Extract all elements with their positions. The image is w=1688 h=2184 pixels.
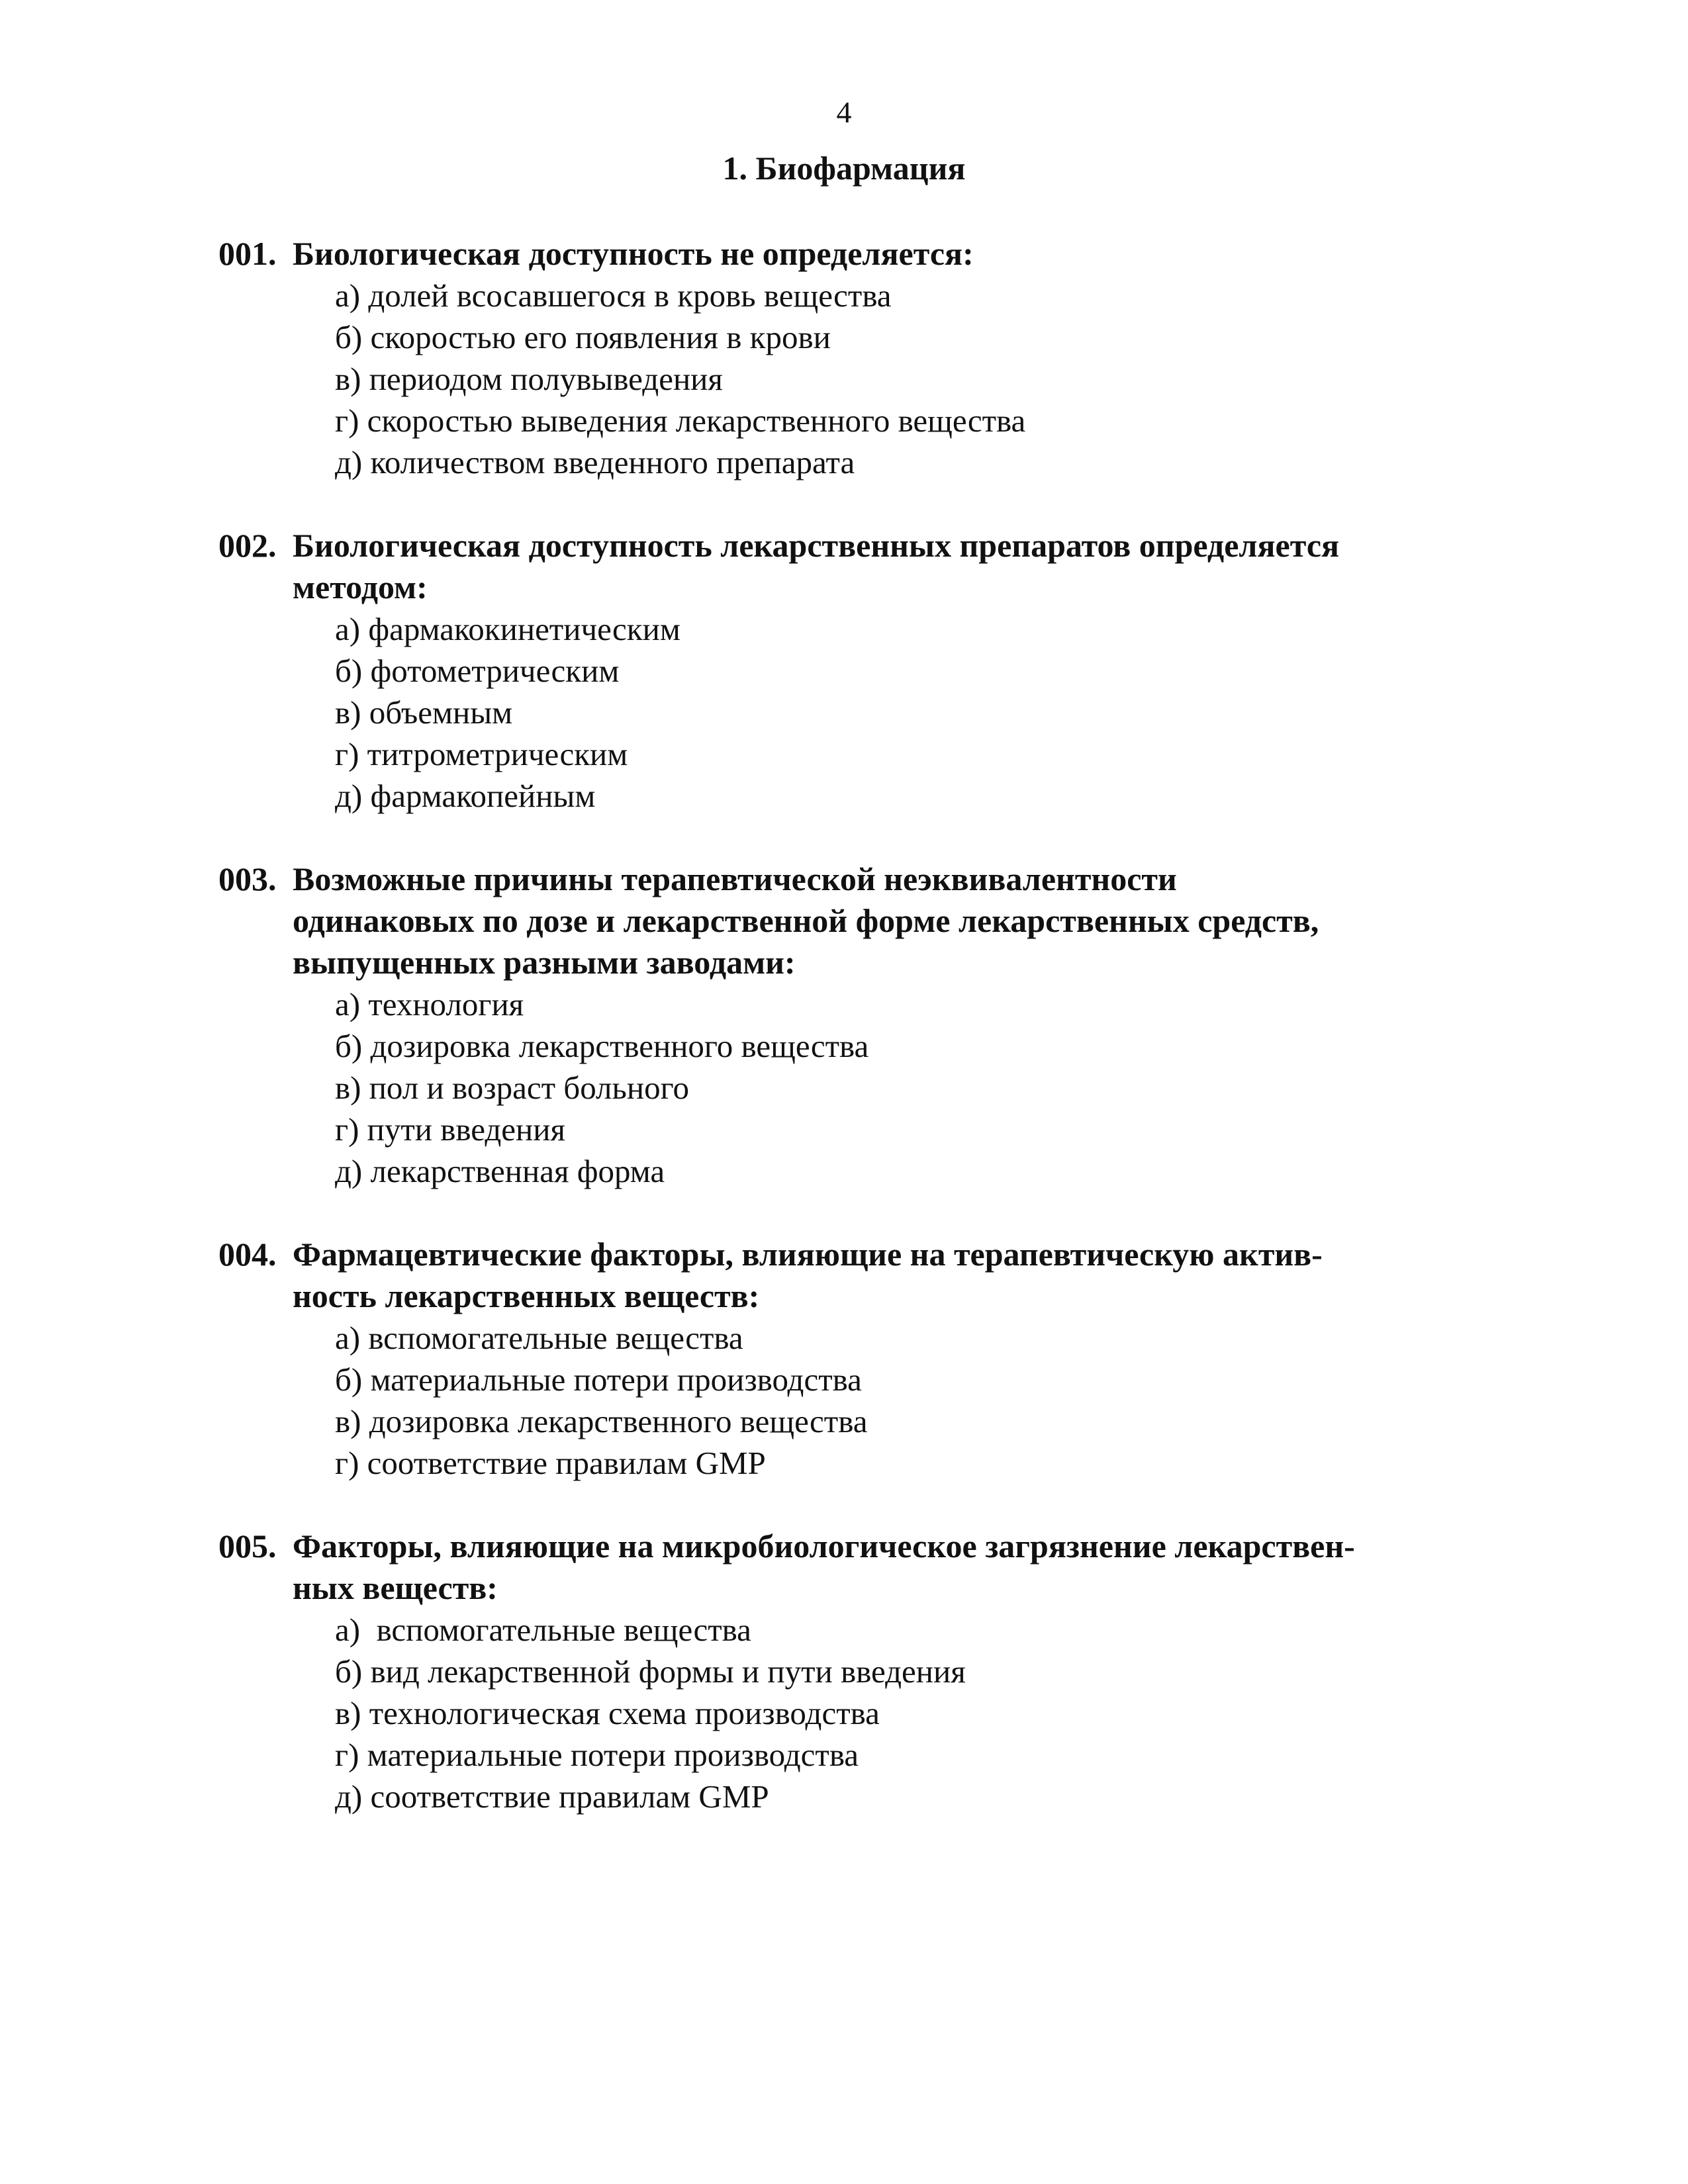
section-title: 1. Биофармация: [722, 150, 966, 187]
answer-option: г) скоростью выведения лекарственного вещества: [335, 402, 1026, 439]
answer-option: д) фармакопейным: [335, 778, 596, 814]
question-number: 001.: [218, 235, 277, 272]
question-text-line: одинаковых по дозе и лекарственной форме лекарственных средств,: [293, 902, 1319, 939]
answer-options: [218, 1317, 1516, 1484]
answer-option: а) технология: [335, 986, 524, 1023]
question-001: [218, 233, 1516, 483]
question-text-line: Возможные причины терапевтической неэквивалентности: [293, 860, 1177, 897]
question-text-line: Биологическая доступность лекарственных препаратов определяется: [293, 527, 1340, 564]
answer-option: д) лекарственная форма: [335, 1153, 665, 1189]
answer-option: г) пути введения: [335, 1111, 566, 1148]
answer-option: в) технологическая схема производства: [335, 1695, 880, 1731]
question-text-line: ность лекарственных веществ:: [293, 1277, 760, 1314]
question-header: [218, 1234, 1516, 1317]
answer-option: в) дозировка лекарственного вещества: [335, 1403, 868, 1439]
answer-option: б) фотометрическим: [335, 653, 620, 689]
question-text-line: Биологическая доступность не определяется:: [293, 235, 974, 272]
question-number: 002.: [218, 527, 277, 564]
answer-option: а) вспомогательные вещества: [335, 1320, 743, 1356]
question-header: [218, 233, 1516, 275]
answer-option: г) соответствие правилам GMP: [335, 1445, 766, 1481]
answer-option: б) материальные потери производства: [335, 1361, 862, 1398]
question-text: [293, 1525, 1516, 1609]
question-text: [293, 858, 1516, 983]
answer-options: [218, 983, 1516, 1192]
page-number: 4: [836, 95, 852, 129]
question-number: 004.: [218, 1236, 277, 1273]
question-text: [293, 233, 1516, 275]
answer-option: в) периодом полувыведения: [335, 361, 723, 397]
answer-option: а) вспомогательные вещества: [335, 1612, 751, 1648]
question-text: [293, 525, 1516, 608]
question-text-line: Фармацевтические факторы, влияющие на терапевтическую актив-: [293, 1236, 1323, 1273]
answer-option: д) соответствие правилам GMP: [335, 1778, 769, 1815]
question-number: 005.: [218, 1527, 277, 1565]
answer-option: б) вид лекарственной формы и пути введения: [335, 1653, 966, 1690]
answer-option: г) титрометрическим: [335, 736, 628, 772]
question-header: [218, 525, 1516, 608]
question-text-line: методом:: [293, 569, 428, 606]
question-list: [218, 233, 1516, 1859]
answer-option: г) материальные потери производства: [335, 1737, 859, 1773]
answer-options: [218, 1609, 1516, 1817]
question-header: [218, 858, 1516, 983]
question-text-line: выпущенных разными заводами:: [293, 944, 796, 981]
answer-option: б) дозировка лекарственного вещества: [335, 1028, 869, 1064]
answer-options: [218, 608, 1516, 817]
answer-options: [218, 275, 1516, 483]
question-text-line: Факторы, влияющие на микробиологическое загрязнение лекарствен-: [293, 1527, 1355, 1565]
answer-option: а) долей всосавшегося в кровь вещества: [335, 277, 892, 314]
question-header: [218, 1525, 1516, 1609]
answer-option: д) количеством введенного препарата: [335, 444, 855, 480]
question-004: [218, 1234, 1516, 1484]
answer-option: в) объемным: [335, 694, 513, 731]
question-002: [218, 525, 1516, 817]
question-text-line: ных веществ:: [293, 1569, 498, 1606]
question-005: [218, 1525, 1516, 1817]
answer-option: а) фармакокинетическим: [335, 611, 680, 647]
question-text: [293, 1234, 1516, 1317]
answer-option: в) пол и возраст больного: [335, 1069, 689, 1106]
answer-option: б) скоростью его появления в крови: [335, 319, 831, 355]
question-003: [218, 858, 1516, 1192]
question-number: 003.: [218, 860, 277, 897]
